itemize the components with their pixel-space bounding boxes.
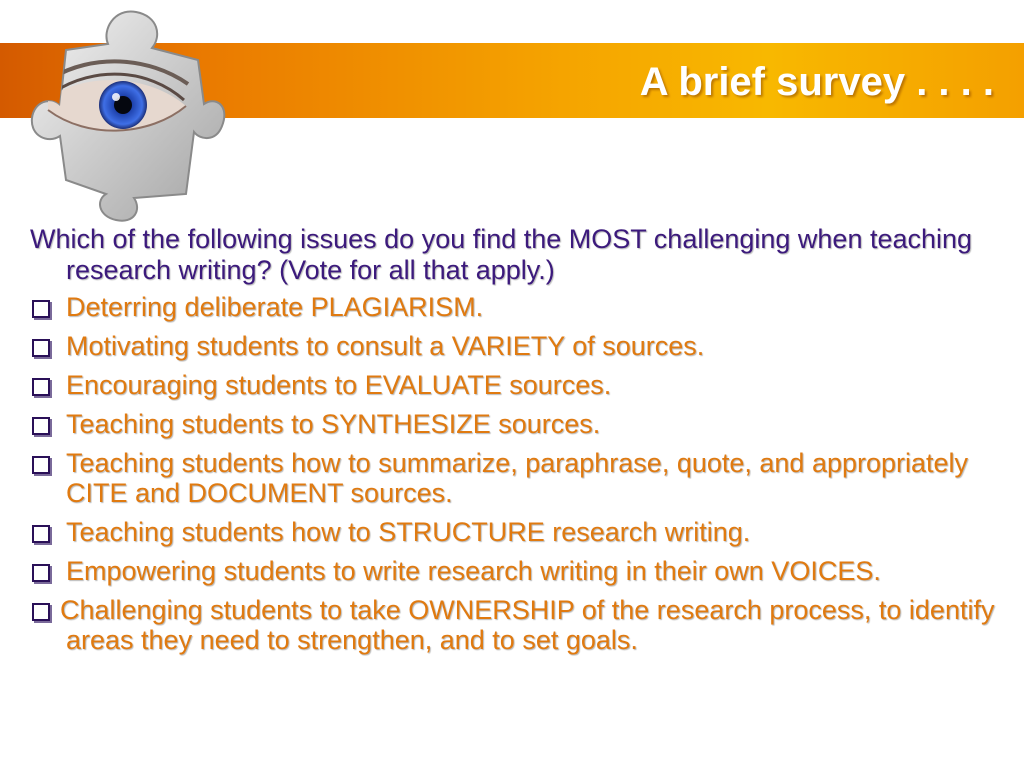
survey-content <box>30 224 1000 664</box>
survey-option-variety[interactable] <box>30 331 1000 361</box>
survey-options-list <box>30 292 1000 655</box>
survey-option-label: Encouraging students to EVALUATE sources. <box>66 370 612 400</box>
checkbox-icon[interactable] <box>32 456 50 474</box>
survey-option-voices[interactable] <box>30 556 1000 586</box>
checkbox-icon[interactable] <box>32 564 50 582</box>
survey-option-label: Deterring deliberate PLAGIARISM. <box>66 292 484 322</box>
survey-option-label: Empowering students to write research writing in their own VOICES. <box>66 556 881 586</box>
checkbox-icon[interactable] <box>32 300 50 318</box>
survey-option-plagiarism[interactable] <box>30 292 1000 322</box>
survey-option-structure[interactable] <box>30 517 1000 547</box>
checkbox-icon[interactable] <box>32 339 50 357</box>
checkbox-icon[interactable] <box>32 378 50 396</box>
survey-option-label: Motivating students to consult a VARIETY of sources. <box>66 331 705 361</box>
survey-question: Which of the following issues do you find the MOST challenging when teaching research writing? (Vote for all that apply.) <box>30 224 973 285</box>
checkbox-icon[interactable] <box>32 525 50 543</box>
survey-option-ownership[interactable] <box>30 595 1000 655</box>
survey-option-cite-document[interactable] <box>30 448 1000 508</box>
survey-option-evaluate[interactable] <box>30 370 1000 400</box>
survey-option-synthesize[interactable] <box>30 409 1000 439</box>
survey-option-label: Teaching students how to summarize, paraphrase, quote, and appropriately CITE and DOCUMENT sources. <box>66 448 969 508</box>
puzzle-eye-icon <box>8 2 226 226</box>
checkbox-icon[interactable] <box>32 603 50 621</box>
slide-title: A brief survey . . . . <box>639 60 994 104</box>
survey-option-label: Challenging students to take OWNERSHIP of the research process, to identify areas they need to strengthen, and to set goals. <box>60 595 995 655</box>
survey-option-label: Teaching students to SYNTHESIZE sources. <box>66 409 601 439</box>
checkbox-icon[interactable] <box>32 417 50 435</box>
survey-option-label: Teaching students how to STRUCTURE research writing. <box>66 517 751 547</box>
